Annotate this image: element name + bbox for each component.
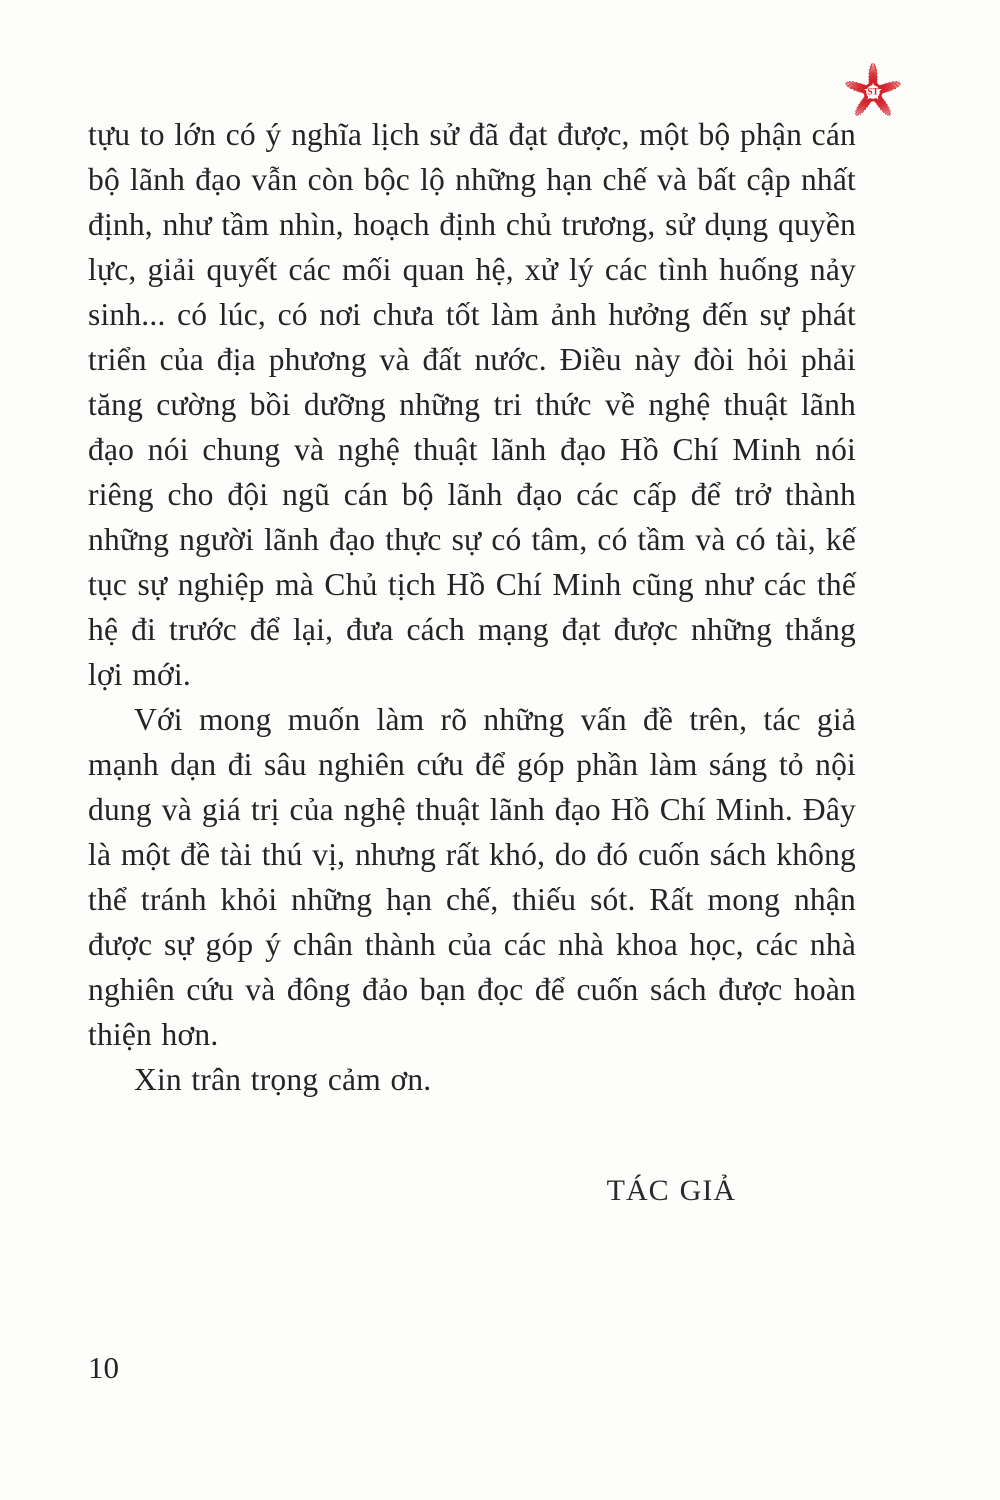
body-paragraph: Xin trân trọng cảm ơn. xyxy=(134,1062,432,1097)
page-body xyxy=(88,112,856,1213)
author-signature: TÁC GIẢ xyxy=(606,1174,736,1207)
page-number: 10 xyxy=(88,1350,119,1385)
emblem-monogram: ST xyxy=(867,87,879,98)
body-paragraph: tựu to lớn có ý nghĩa lịch sử đã đạt được, một bộ phận cán bộ lãnh đạo vẫn còn bộc lộ những hạn chế và bất cập nhất định, như tầm nhìn, hoạch định chủ trương, sử dụng quyền lực, giải quyết các mối quan hệ, xử lý các tình huống nảy sinh... có lúc, có nơi chưa tốt làm ảnh hưởng đến sự phát triển của địa phương và đất nước. Điều này đòi hỏi phải tăng cường bồi dưỡng những tri thức về nghệ thuật lãnh đạo nói chung và nghệ thuật lãnh đạo Hồ Chí Minh nói riêng cho đội ngũ cán bộ lãnh đạo các cấp để trở thành những người lãnh đạo thực sự có tâm, có tầm và có tài, kế tục sự nghiệp mà Chủ tịch Hồ Chí Minh cũng như các thế hệ đi trước để lại, đưa cách mạng đạt được những thắng lợi mới. xyxy=(88,117,856,692)
body-paragraph: Với mong muốn làm rõ những vấn đề trên, tác giả mạnh dạn đi sâu nghiên cứu để góp phần làm sáng tỏ nội dung và giá trị của nghệ thuật lãnh đạo Hồ Chí Minh. Đây là một đề tài thú vị, nhưng rất khó, do đó cuốn sách không thể tránh khỏi những hạn chế, thiếu sót. Rất mong nhận được sự góp ý chân thành của các nhà khoa học, các nhà nghiên cứu và đông đảo bạn đọc để cuốn sách được hoàn thiện hơn. xyxy=(88,702,856,1052)
